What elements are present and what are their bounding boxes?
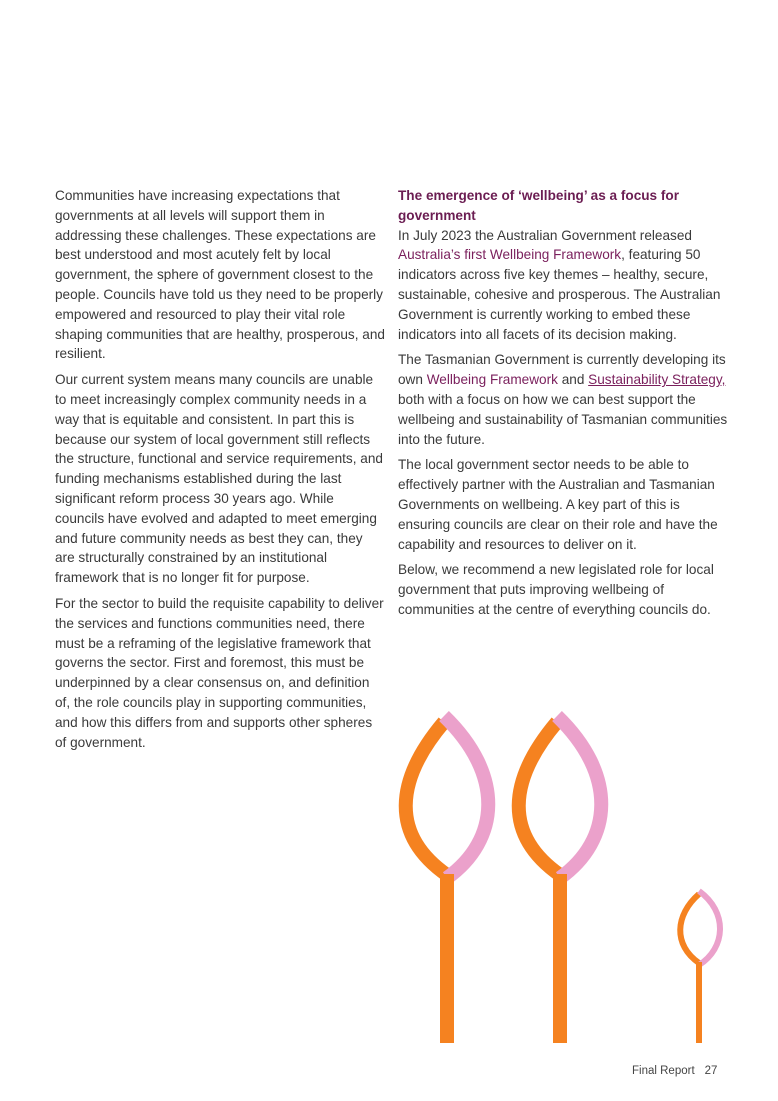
footer-label: Final Report [632, 1065, 695, 1077]
left-paragraph-2: Our current system means many councils are unable to meet increasingly complex community needs in a way that is equitable and consistent. In part this is because our system of local government still reflects the structure, functional and service requirements, and funding mechanisms established during the last significant reform process 30 years ago. While councils have evolved and adapted to meet emerging and future community needs as best they can, they are structurally constrained by an institutional framework that is no longer fit for purpose. [55, 372, 383, 586]
right-paragraph-4: Below, we recommend a new legislated role for local government that puts improving wellbeing of communities at the centre of everything councils do. [398, 562, 714, 617]
right-paragraph-2-post: both with a focus on how we can best support the wellbeing and sustainability of Tasmanian communities into the future. [398, 391, 728, 447]
leaf-2-orange-half [519, 722, 560, 875]
leaf-3 [680, 891, 720, 1043]
leaf-3-orange-half [680, 894, 699, 963]
wellbeing-framework-link-tasmania[interactable]: Wellbeing Framework [426, 372, 558, 388]
wellbeing-framework-link-australia[interactable]: Australia’s first Wellbeing Framework [398, 247, 622, 263]
section-heading: The emergence of ‘wellbeing’ as a focus for government [398, 188, 680, 223]
page-footer [632, 1065, 717, 1077]
right-paragraph-2-mid: and [557, 372, 589, 388]
page-number: 27 [704, 1065, 718, 1077]
leaf-1-stem [440, 874, 454, 1043]
left-paragraph-3: For the sector to build the requisite capability to deliver the services and functions communities need, there must be a reframing of the legislative framework that governs the sector. First and foremost, this must be underpinned by a clear consensus on, and definition of, the role councils play in supporting communities, and how this differs from and supports other spheres of government. [55, 595, 384, 750]
leaf-1 [406, 716, 489, 1043]
leaf-1-pink-half [444, 716, 488, 878]
leaf-3-stem [696, 962, 702, 1043]
leaf-2-pink-half [557, 716, 601, 878]
left-paragraph-1: Communities have increasing expectations that governments at all levels will support them in addressing these challenges. These expectations are best understood and most acutely felt by local government, the sphere of government closest to the people. Councils have told us they need to be properly empowered and resourced to play their vital role shaping communities that are healthy, prosperous, and resilient. [55, 188, 385, 362]
leaf-3-pink-half [699, 891, 720, 965]
right-paragraph-1-post: , featuring 50 indicators across five key themes – healthy, secure, sustainable, cohesive and prosperous. The Australian Government is currently working to embed these indicators into all facets of its decision making. [398, 247, 721, 342]
leaf-1-orange-half [406, 722, 447, 875]
leaf-2 [519, 716, 602, 1043]
right-paragraph-1-pre: In July 2023 the Australian Government released [398, 227, 692, 243]
right-paragraph-3: The local government sector needs to be able to effectively partner with the Australian and Tasmanian Governments on wellbeing. A key part of this is ensuring councils are clear on their role and have the capability and resources to deliver on it. [398, 457, 718, 552]
sustainability-strategy-link[interactable]: Sustainability Strategy, [588, 372, 726, 388]
leaf-2-stem [553, 874, 567, 1043]
right-paragraph-2-pre: The Tasmanian Government is currently developing its own [398, 352, 726, 388]
